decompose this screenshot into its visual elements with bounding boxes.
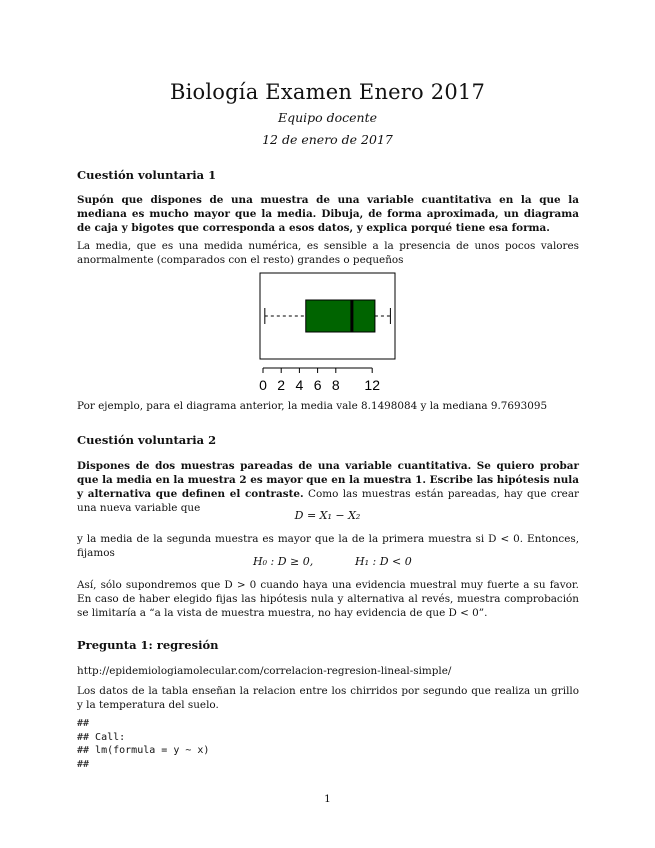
x-tick-label: 6 [313,377,322,393]
q1-question: Supón que dispones de una muestra de una variable cuantitativa en la que la mediana es mucho mayor que la media. Dibuja, de forma aproximada, un diagrama de caja y bigotes que corresponda a esos datos, y explica porqué tiene esa forma. [77,194,579,234]
q2-line2: y la media de la segunda muestra es mayor que la de la primera muestra si D < 0. Entonces, fijamos [77,533,579,559]
equation-d: D = X₁ − X₂ [294,509,361,522]
x-tick-label: 2 [277,377,286,393]
q2-paragraph [77,459,579,515]
q2-question: Dispones de dos muestras pareadas de una variable cuantitativa. Se quiero probar que la media en la muestra 2 es mayor que en la muestra 1. Escribe las hipótesis nula y alternativa que definen el contraste. [77,460,579,500]
code-line: ## [77,718,90,729]
code-line: ## [77,758,90,770]
section-heading-p1: Pregunta 1: regresión [77,638,219,652]
x-tick-label: 8 [331,377,340,393]
hypothesis-alt: H₁ : D < 0 [355,555,412,568]
code-block [77,717,209,771]
x-tick-label: 0 [259,377,267,393]
q2-conclusion: Así, sólo supondremos que D > 0 cuando haya una evidencia muestral muy fuerte a su favor. En caso de haber elegido fijas las hipótesis nula y alternativa al revés, muestra comprobación se limitaría a “a la vista de muestra muestra, no hay evidencia de que D < 0”. [77,579,579,619]
section-heading-q1: Cuestión voluntaria 1 [77,168,217,182]
box-iqr [306,300,375,332]
x-tick-label: 4 [295,377,304,393]
q1-answer: La media, que es una medida numérica, es sensible a la presencia de unos pocos valores anormalmente (comparados con el resto) grandes o pequeños [77,240,579,266]
p1-url[interactable]: http://epidemiologiamolecular.com/correlacion-regresion-lineal-simple/ [77,665,452,677]
hypothesis-null: H₀ : D ≥ 0, [253,555,314,568]
p1-text: Los datos de la tabla enseñan la relacion entre los chirridos por segundo que realiza un grillo y la temperatura del suelo. [77,685,579,711]
x-tick-label: 12 [364,377,380,393]
document-title: Biología Examen Enero 2017 [169,80,486,104]
section-heading-q2: Cuestión voluntaria 2 [77,433,217,447]
q1-example: Por ejemplo, para el diagrama anterior, la media vale 8.1498084 y la mediana 9.7693095 [77,400,548,412]
document-author: Equipo docente [277,110,378,125]
q2-answer-lead: Como las muestras están pareadas, hay que crear una nueva variable que [77,488,579,514]
code-line: ## Call: [77,731,126,743]
page-number: 1 [324,793,331,805]
code-line: ## lm(formula = y ~ x) [77,745,210,756]
document-date: 12 de enero de 2017 [262,132,393,147]
boxplot-figure [240,268,410,398]
